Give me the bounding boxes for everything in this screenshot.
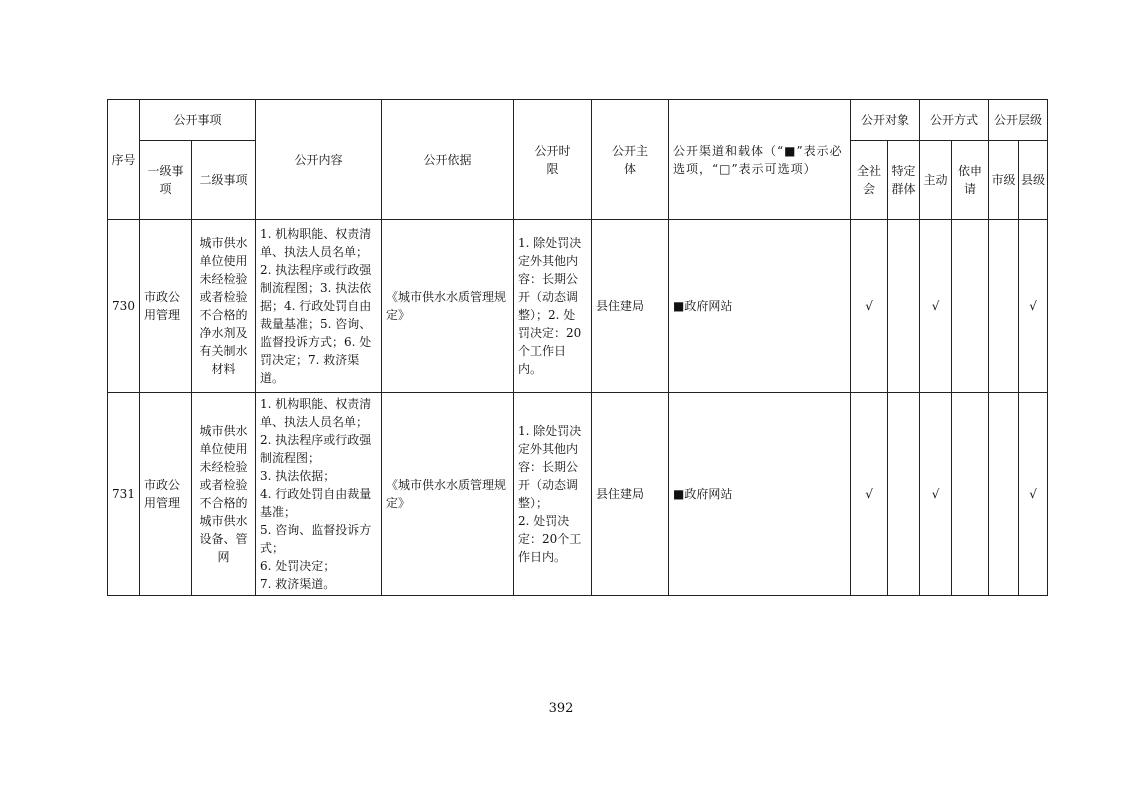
header-time-limit: 公开时限	[514, 100, 592, 220]
header-seq: 序号	[108, 100, 140, 220]
row-level2: 城市供水单位使用未经检验或者检验不合格的净水剂及有关制水材料	[192, 220, 256, 393]
content-line: 1. 机构职能、权责清单、执法人员名单；	[260, 397, 372, 429]
time-line: 1. 除处罚决定外其他内容：长期公开（动态调整）；	[518, 424, 582, 510]
row-level1: 市政公用管理	[140, 393, 192, 596]
row-tier-county: √	[1019, 220, 1048, 393]
row-channel: ■政府网站	[669, 393, 851, 596]
header-basis: 公开依据	[382, 100, 514, 220]
row-channel: ■政府网站	[669, 220, 851, 393]
row-method-apply	[952, 220, 989, 393]
row-subject: 县住建局	[592, 393, 669, 596]
content-line: 5. 咨询、监督投诉方式；	[260, 523, 372, 555]
header-level1: 一级事项	[140, 141, 192, 220]
table-row	[108, 220, 1048, 393]
time-line: 2. 处罚决定：20个工作日内。	[518, 514, 582, 564]
row-tier-city	[989, 220, 1019, 393]
content-line: 3. 执法依据；	[260, 469, 336, 483]
row-target-all: √	[851, 393, 888, 596]
row-subject: 县住建局	[592, 220, 669, 393]
content-line: 6. 处罚决定；	[260, 559, 336, 573]
row-target-all: √	[851, 220, 888, 393]
row-content: 1. 机构职能、权责清单、执法人员名单；2. 执法程序或行政强制流程图；3. 执法依据；4. 行政处罚自由裁量基准；5. 咨询、监督投诉方式；6. 处罚决定；7. 救济渠道。	[256, 220, 382, 393]
disclosure-table	[107, 99, 1048, 596]
row-method-active: √	[920, 393, 952, 596]
content-line: 7. 救济渠道。	[260, 577, 336, 591]
row-time-limit	[514, 393, 592, 596]
row-basis: 《城市供水水质管理规定》	[382, 393, 514, 596]
row-tier-city	[989, 393, 1019, 596]
row-target-specific	[888, 220, 920, 393]
row-basis: 《城市供水水质管理规定》	[382, 220, 514, 393]
row-seq: 730	[108, 220, 140, 393]
header-method: 公开方式	[920, 100, 989, 141]
row-seq: 731	[108, 393, 140, 596]
header-level2: 二级事项	[192, 141, 256, 220]
header-target-specific: 特定群体	[888, 141, 920, 220]
header-content: 公开内容	[256, 100, 382, 220]
header-channel: 公开渠道和载体（“■”表示必选项，“□”表示可选项）	[669, 100, 851, 220]
row-level2: 城市供水单位使用未经检验或者检验不合格的城市供水设备、管网	[192, 393, 256, 596]
page-number: 392	[548, 701, 574, 716]
header-method-active: 主动	[920, 141, 952, 220]
header-items: 公开事项	[140, 100, 256, 141]
row-method-active: √	[920, 220, 952, 393]
content-line: 4. 行政处罚自由裁量基准；	[260, 487, 372, 519]
header-subject: 公开主体	[592, 100, 669, 220]
content-line: 2. 执法程序或行政强制流程图；	[260, 433, 372, 465]
row-level1: 市政公用管理	[140, 220, 192, 393]
header-target: 公开对象	[851, 100, 920, 141]
row-target-specific	[888, 393, 920, 596]
header-row-top	[108, 100, 1048, 141]
header-tier-county: 县级	[1019, 141, 1048, 220]
table-row	[108, 393, 1048, 596]
row-time-limit: 1. 除处罚决定外其他内容：长期公开（动态调整）；2. 处罚决定：20个工作日内。	[514, 220, 592, 393]
header-tier: 公开层级	[989, 100, 1048, 141]
header-tier-city: 市级	[989, 141, 1019, 220]
row-tier-county: √	[1019, 393, 1048, 596]
header-method-apply: 依申请	[952, 141, 989, 220]
row-content	[256, 393, 382, 596]
header-target-all: 全社会	[851, 141, 888, 220]
row-method-apply	[952, 393, 989, 596]
